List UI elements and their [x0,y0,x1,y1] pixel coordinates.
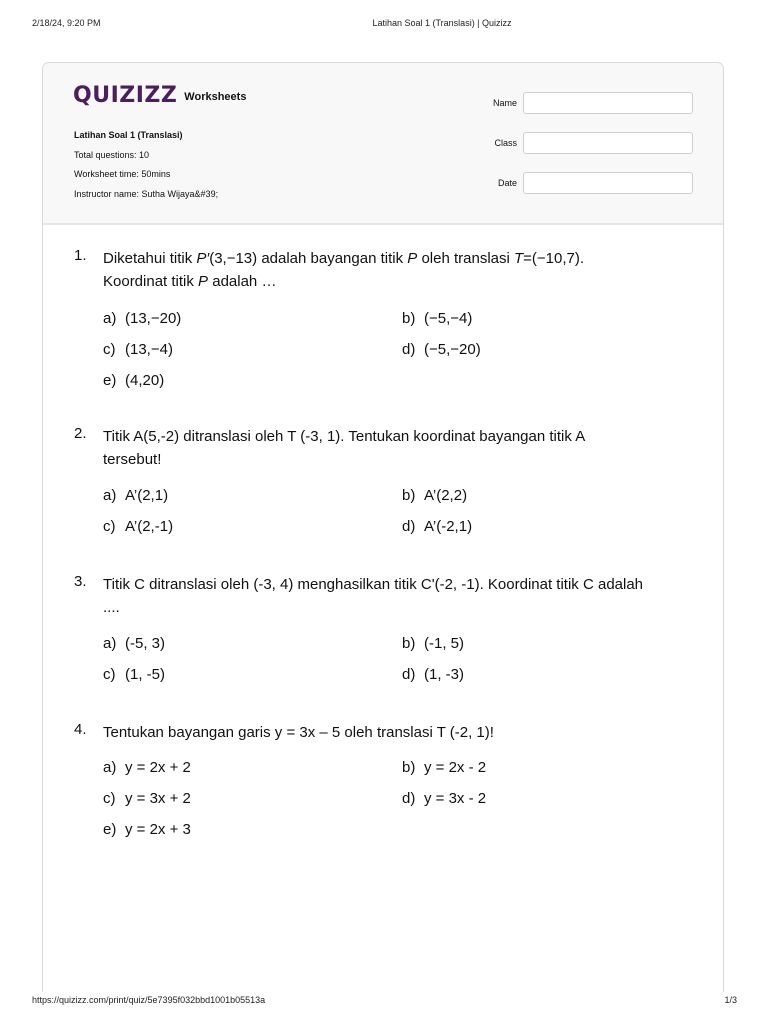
option-a: a) (13,−20) [103,310,182,327]
worksheet-time: Worksheet time: 50mins [74,169,171,179]
question-number: 3. [74,573,87,590]
print-document-title: Latihan Soal 1 (Translasi) | Quizizz [372,18,512,28]
option-c: c) A’(2,-1) [103,518,174,535]
option-d: d) A’(-2,1) [402,518,473,535]
class-row [473,132,695,156]
option-c: c) (1, -5) [103,666,166,683]
name-field[interactable] [523,92,693,114]
print-header [0,18,768,32]
date-label: Date [497,178,517,188]
question-number: 1. [74,247,87,264]
question-text: Tentukan bayangan garis y = 3x – 5 oleh translasi T (-2, 1)! [103,724,494,741]
instructor-name: Instructor name: Sutha Wijaya&#39; [74,188,219,199]
worksheet-header [43,63,723,225]
option-e: e) (4,20) [103,372,165,389]
option-b: b) (−5,−4) [402,310,473,327]
class-label: Class [494,138,517,148]
option-a: a) y = 2x + 2 [103,759,191,776]
question-text: Diketahui titik P′(3,−13) adalah bayangan titik P oleh translasi T=(−10,7). Koordinat titik P adalah … [103,250,585,290]
quizizz-logo: QUIZIZZ [73,83,178,108]
name-label: Name [492,98,517,108]
option-e: e) y = 2x + 3 [103,821,191,838]
question-number: 2. [74,425,87,442]
option-b: b) (-1, 5) [402,635,465,652]
print-url: https://quizizz.com/print/quiz/5e7395f032bbd1001b05513a [32,995,266,1005]
option-b: b) A’(2,2) [402,487,468,504]
option-a: a) (-5, 3) [103,635,166,652]
class-field[interactable] [523,132,693,154]
option-c: c) (13,−4) [103,341,173,358]
brand-logo [73,85,246,107]
name-row [473,92,695,116]
worksheet-meta [74,126,218,204]
page-number: 1/3 [724,995,737,1005]
question-number: 4. [74,721,87,738]
total-questions: Total questions: 10 [74,149,150,160]
option-d: d) y = 3x - 2 [402,790,487,807]
option-d: d) (1, -3) [402,666,465,683]
option-c: c) y = 3x + 2 [103,790,191,807]
question-text: Titik C ditranslasi oleh (-3, 4) menghasilkan titik C'(-2, -1). Koordinat titik C adalah .... [103,576,644,616]
worksheet-card [42,62,724,992]
option-a: a) A’(2,1) [103,487,169,504]
worksheets-label: Worksheets [184,91,247,103]
date-row [473,172,695,196]
option-d: d) (−5,−20) [402,341,481,358]
worksheet-title: Latihan Soal 1 (Translasi) [74,130,183,140]
question-text: Titik A(5,-2) ditranslasi oleh T (-3, 1). Tentukan koordinat bayangan titik A tersebut! [103,428,586,468]
date-field[interactable] [523,172,693,194]
print-datetime: 2/18/24, 9:20 PM [32,18,101,28]
option-b: b) y = 2x - 2 [402,759,487,776]
